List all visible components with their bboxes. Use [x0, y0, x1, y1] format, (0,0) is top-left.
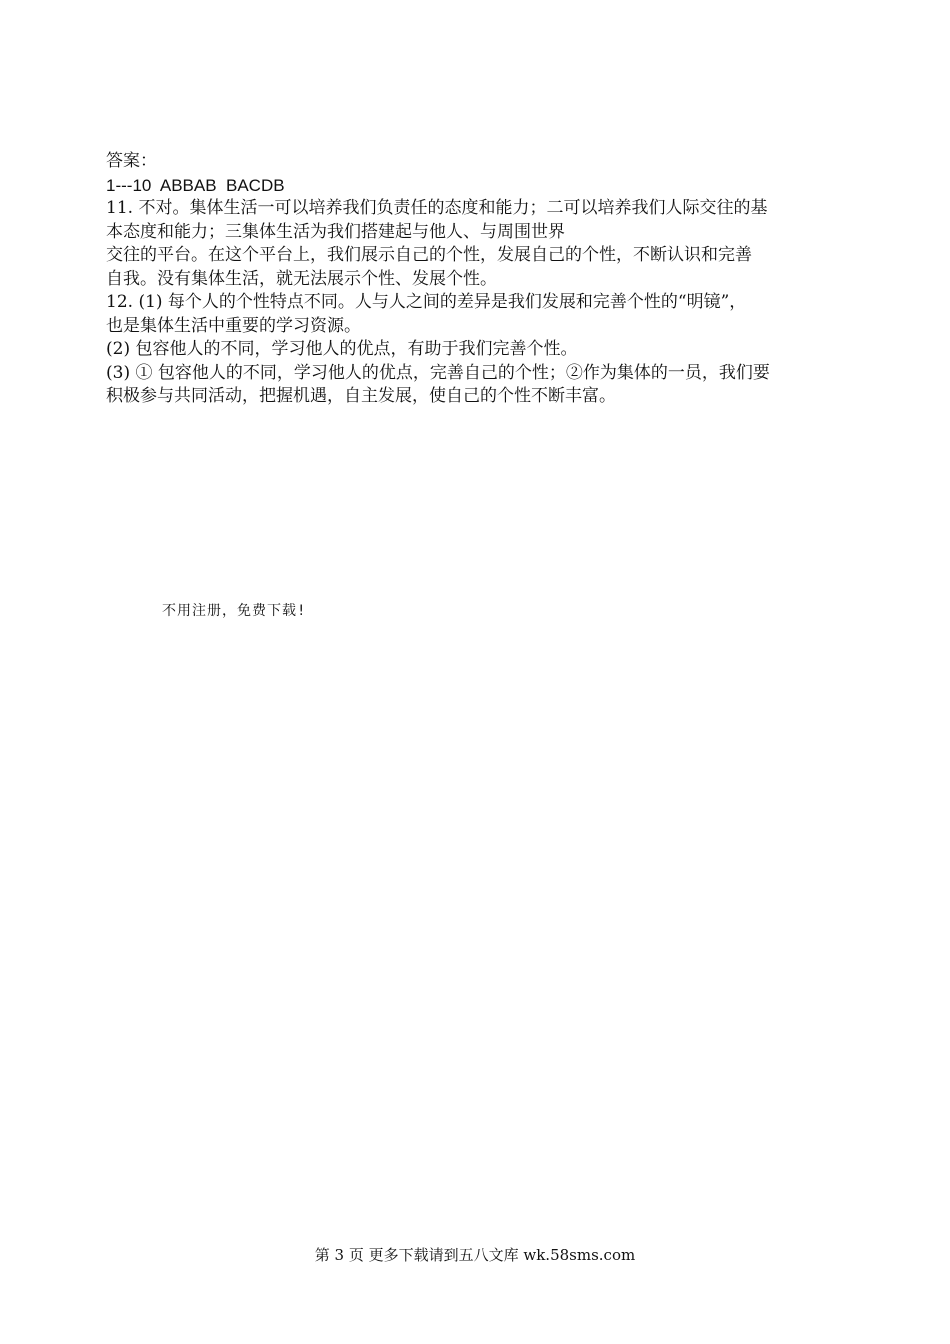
- page-footer: 第 3 页 更多下载请到五八文库 wk.58sms.com: [314, 1246, 636, 1264]
- q12-part2: (2) 包容他人的不同，学习他人的优点，有助于我们完善个性。: [106, 339, 578, 359]
- q11-line-3: 交往的平台。在这个平台上，我们展示自己的个性，发展自己的个性，不断认识和完善: [106, 245, 752, 265]
- q12-part3-line-2: 积极参与共同活动，把握机遇，自主发展，使自己的个性不断丰富。: [106, 386, 616, 406]
- free-download-note: 不用注册，免费下载!: [162, 603, 307, 619]
- q12-part1-line-2: 也是集体生活中重要的学习资源。: [106, 315, 361, 336]
- answer-section: [106, 150, 854, 409]
- q11-line-4: 自我。没有集体生活，就无法展示个性、发展个性。: [106, 268, 497, 289]
- q12-part1-line-1: 12. (1) 每个人的个性特点不同。人与人之间的差异是我们发展和完善个性的“明镜”，: [106, 292, 747, 312]
- multiple-choice-answers: 1---10 ABBAB BACDB: [106, 175, 285, 195]
- q11-line-2: 本态度和能力；三集体生活为我们搭建起与他人、与周围世界: [106, 221, 565, 242]
- answer-heading: 答案：: [106, 151, 157, 171]
- q12-part3-line-1: (3) ① 包容他人的不同，学习他人的优点，完善自己的个性；②作为集体的一员，我们要: [106, 362, 770, 383]
- q11-line-1: 11. 不对。集体生活一可以培养我们负责任的态度和能力；二可以培养我们人际交往的基: [106, 198, 768, 218]
